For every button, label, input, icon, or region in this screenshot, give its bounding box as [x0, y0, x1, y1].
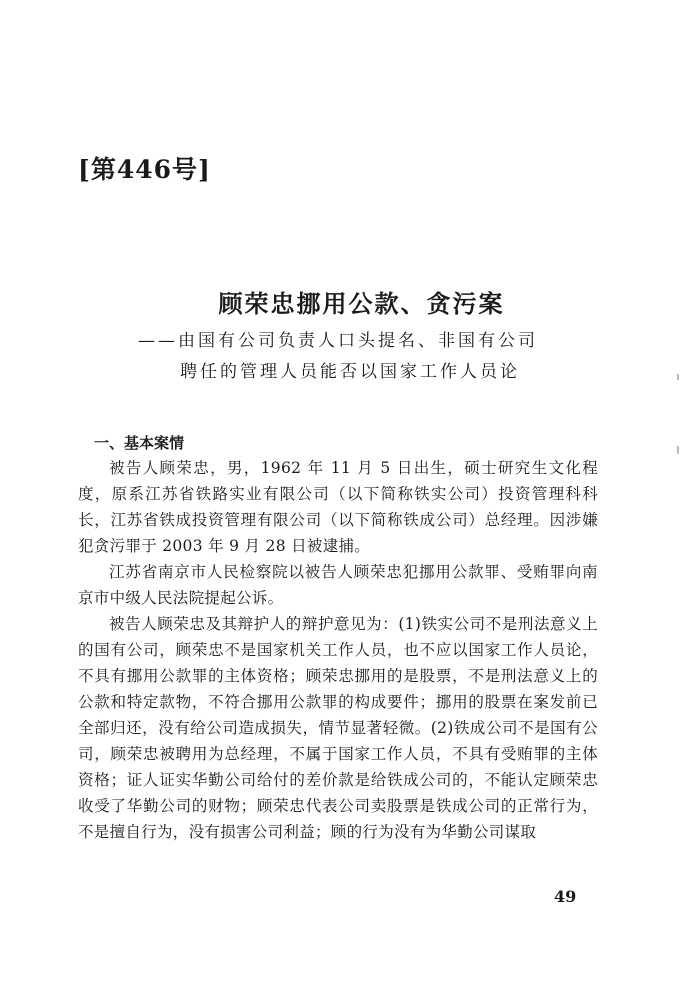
scan-edge-mark [677, 374, 679, 380]
section-heading: 一、基本案情 [94, 434, 185, 452]
scan-edge-mark [677, 446, 679, 454]
paragraph-defendant-info: 被告人顾荣忠，男，1962 年 11 月 5 日出生，硕士研究生文化程度，原系江苏省铁路实业有限公司（以下简称铁实公司）投资管理科科长，江苏省铁成投资管理有限公司（以下简称铁成公司）总经理。因涉嫌犯贪污罪于 2003 年 9 月 28 日被逮捕。 [78, 459, 598, 555]
page-number: 49 [554, 887, 577, 906]
subtitle-line-2: 聘任的管理人员能否以国家工作人员论 [180, 362, 520, 382]
body-text [78, 455, 598, 845]
case-title: 顾荣忠挪用公款、贪污案 [218, 289, 505, 318]
paragraph-defense: 被告人顾荣忠及其辩护人的辩护意见为：(1)铁实公司不是刑法意义上的国有公司，顾荣忠不是国家机关工作人员，也不应以国家工作人员论，不具有挪用公款罪的主体资格；顾荣忠挪用的是股票，不是刑法意义上的公款和特定款物，不符合挪用公款罪的构成要件；挪用的股票在案发前已全部归还，没有给公司造成损失，情节显著轻微。(2)铁成公司不是国有公司，顾荣忠被聘用为总经理，不属于国家工作人员，不具有受贿罪的主体资格；证人证实华勤公司给付的差价款是给铁成公司的，不能认定顾荣忠收受了华勤公司的财物；顾荣忠代表公司卖股票是铁成公司的正常行为，不是擅自行为，没有损害公司利益；顾的行为没有为华勤公司谋取 [78, 615, 598, 841]
subtitle-line-1: ——由国有公司负责人口头提名、非国有公司 [138, 331, 538, 351]
case-number: [第446号] [78, 155, 211, 184]
paragraph-prosecution: 江苏省南京市人民检察院以被告人顾荣忠犯挪用公款罪、受贿罪向南京市中级人民法院提起公诉。 [78, 563, 598, 607]
